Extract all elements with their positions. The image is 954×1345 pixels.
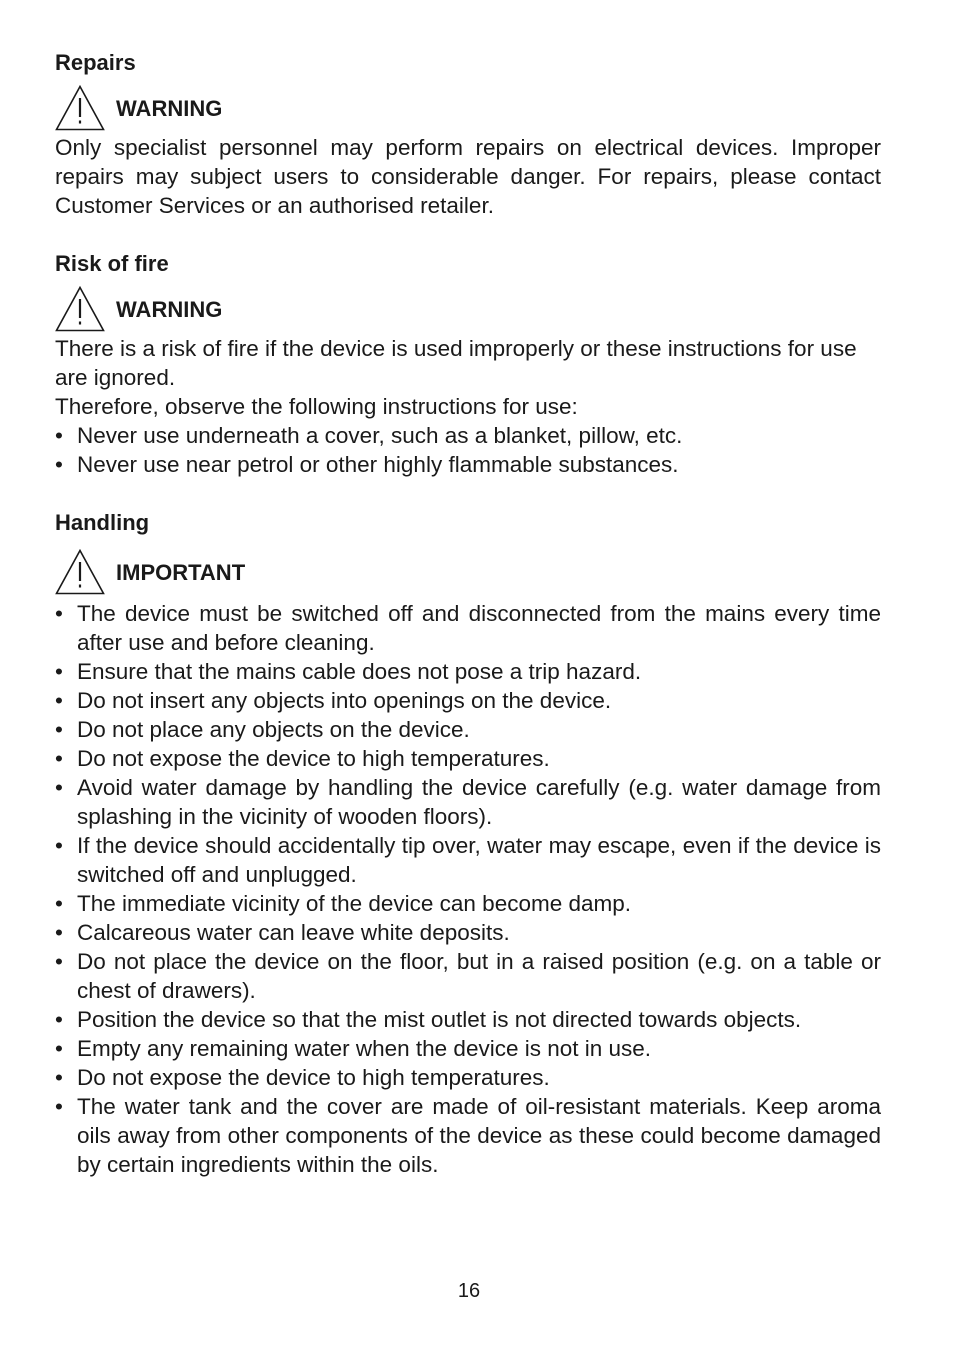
list-item	[55, 450, 881, 479]
list-item	[55, 918, 881, 947]
list-item-text: Do not insert any objects into openings on the device.	[77, 688, 612, 713]
bullet-list	[55, 599, 881, 1179]
warning-triangle-icon	[55, 286, 105, 332]
list-item-text: Calcareous water can leave white deposits.	[77, 920, 510, 945]
section-title: Repairs	[55, 50, 136, 75]
list-item	[55, 715, 881, 744]
bullet-icon: •	[55, 717, 63, 742]
list-item-text: Never use underneath a cover, such as a blanket, pillow, etc.	[77, 423, 683, 448]
list-item-text: Do not place the device on the floor, but in a raised position (e.g. on a table or chest of drawers).	[77, 949, 881, 1003]
section-title: Risk of fire	[55, 251, 169, 276]
section-risk-of-fire	[55, 249, 881, 479]
list-item-text: Avoid water damage by handling the device carefully (e.g. water damage from splashing in the vicinity of wooden floors).	[77, 775, 881, 829]
list-item-text: Position the device so that the mist outlet is not directed towards objects.	[77, 1007, 802, 1032]
warning-notice	[55, 282, 881, 332]
bullet-icon: •	[55, 688, 63, 713]
alert-label: IMPORTANT	[116, 560, 246, 585]
list-item	[55, 599, 881, 657]
list-item-text: Ensure that the mains cable does not pose a trip hazard.	[77, 659, 642, 684]
list-item	[55, 831, 881, 889]
list-item-text: The device must be switched off and disconnected from the mains every time after use and before cleaning.	[77, 601, 881, 655]
bullet-icon: •	[55, 775, 63, 800]
section-title: Handling	[55, 510, 150, 535]
alert-label: WARNING	[116, 297, 223, 322]
section-repairs	[55, 48, 881, 220]
list-item	[55, 1034, 881, 1063]
page-number: 16	[457, 1280, 481, 1302]
list-item-text: The water tank and the cover are made of oil-resistant materials. Keep aroma oils away from other components of the device as these could become damaged by certain ingredients within the oils.	[77, 1094, 881, 1177]
list-item	[55, 1092, 881, 1179]
list-item	[55, 744, 881, 773]
bullet-icon: •	[55, 1007, 63, 1032]
important-notice	[55, 543, 881, 595]
list-item	[55, 773, 881, 831]
body-paragraph: Therefore, observe the following instructions for use:	[55, 394, 578, 419]
warning-triangle-icon	[55, 85, 105, 131]
list-item-text: Do not place any objects on the device.	[77, 717, 470, 742]
bullet-icon: •	[55, 659, 63, 684]
bullet-icon: •	[55, 949, 63, 974]
list-item	[55, 947, 881, 1005]
list-item-text: Do not expose the device to high temperatures.	[77, 1065, 550, 1090]
list-item	[55, 421, 881, 450]
bullet-icon: •	[55, 1065, 63, 1090]
body-paragraph: There is a risk of fire if the device is used improperly or these instructions for use are ignored.	[55, 336, 857, 390]
document-page	[55, 48, 881, 1179]
bullet-list	[55, 421, 881, 479]
list-item	[55, 657, 881, 686]
list-item	[55, 889, 881, 918]
list-item	[55, 1005, 881, 1034]
list-item	[55, 686, 881, 715]
warning-triangle-icon	[55, 549, 105, 595]
list-item-text: Never use near petrol or other highly flammable substances.	[77, 452, 679, 477]
bullet-icon: •	[55, 746, 63, 771]
bullet-icon: •	[55, 452, 63, 477]
section-handling	[55, 508, 881, 1179]
bullet-icon: •	[55, 920, 63, 945]
body-paragraph: Only specialist personnel may perform repairs on electrical devices. Improper repairs may subject users to considerable danger. For repairs, please contact Customer Services or an authorised retailer.	[55, 135, 881, 218]
list-item-text: If the device should accidentally tip over, water may escape, even if the device is switched off and unplugged.	[77, 833, 881, 887]
bullet-icon: •	[55, 423, 63, 448]
bullet-icon: •	[55, 891, 63, 916]
bullet-icon: •	[55, 1094, 63, 1119]
list-item-text: Do not expose the device to high temperatures.	[77, 746, 550, 771]
bullet-icon: •	[55, 601, 63, 626]
list-item-text: Empty any remaining water when the device is not in use.	[77, 1036, 652, 1061]
bullet-icon: •	[55, 833, 63, 858]
alert-label: WARNING	[116, 96, 223, 121]
warning-notice	[55, 81, 881, 131]
bullet-icon: •	[55, 1036, 63, 1061]
list-item	[55, 1063, 881, 1092]
list-item-text: The immediate vicinity of the device can become damp.	[77, 891, 632, 916]
